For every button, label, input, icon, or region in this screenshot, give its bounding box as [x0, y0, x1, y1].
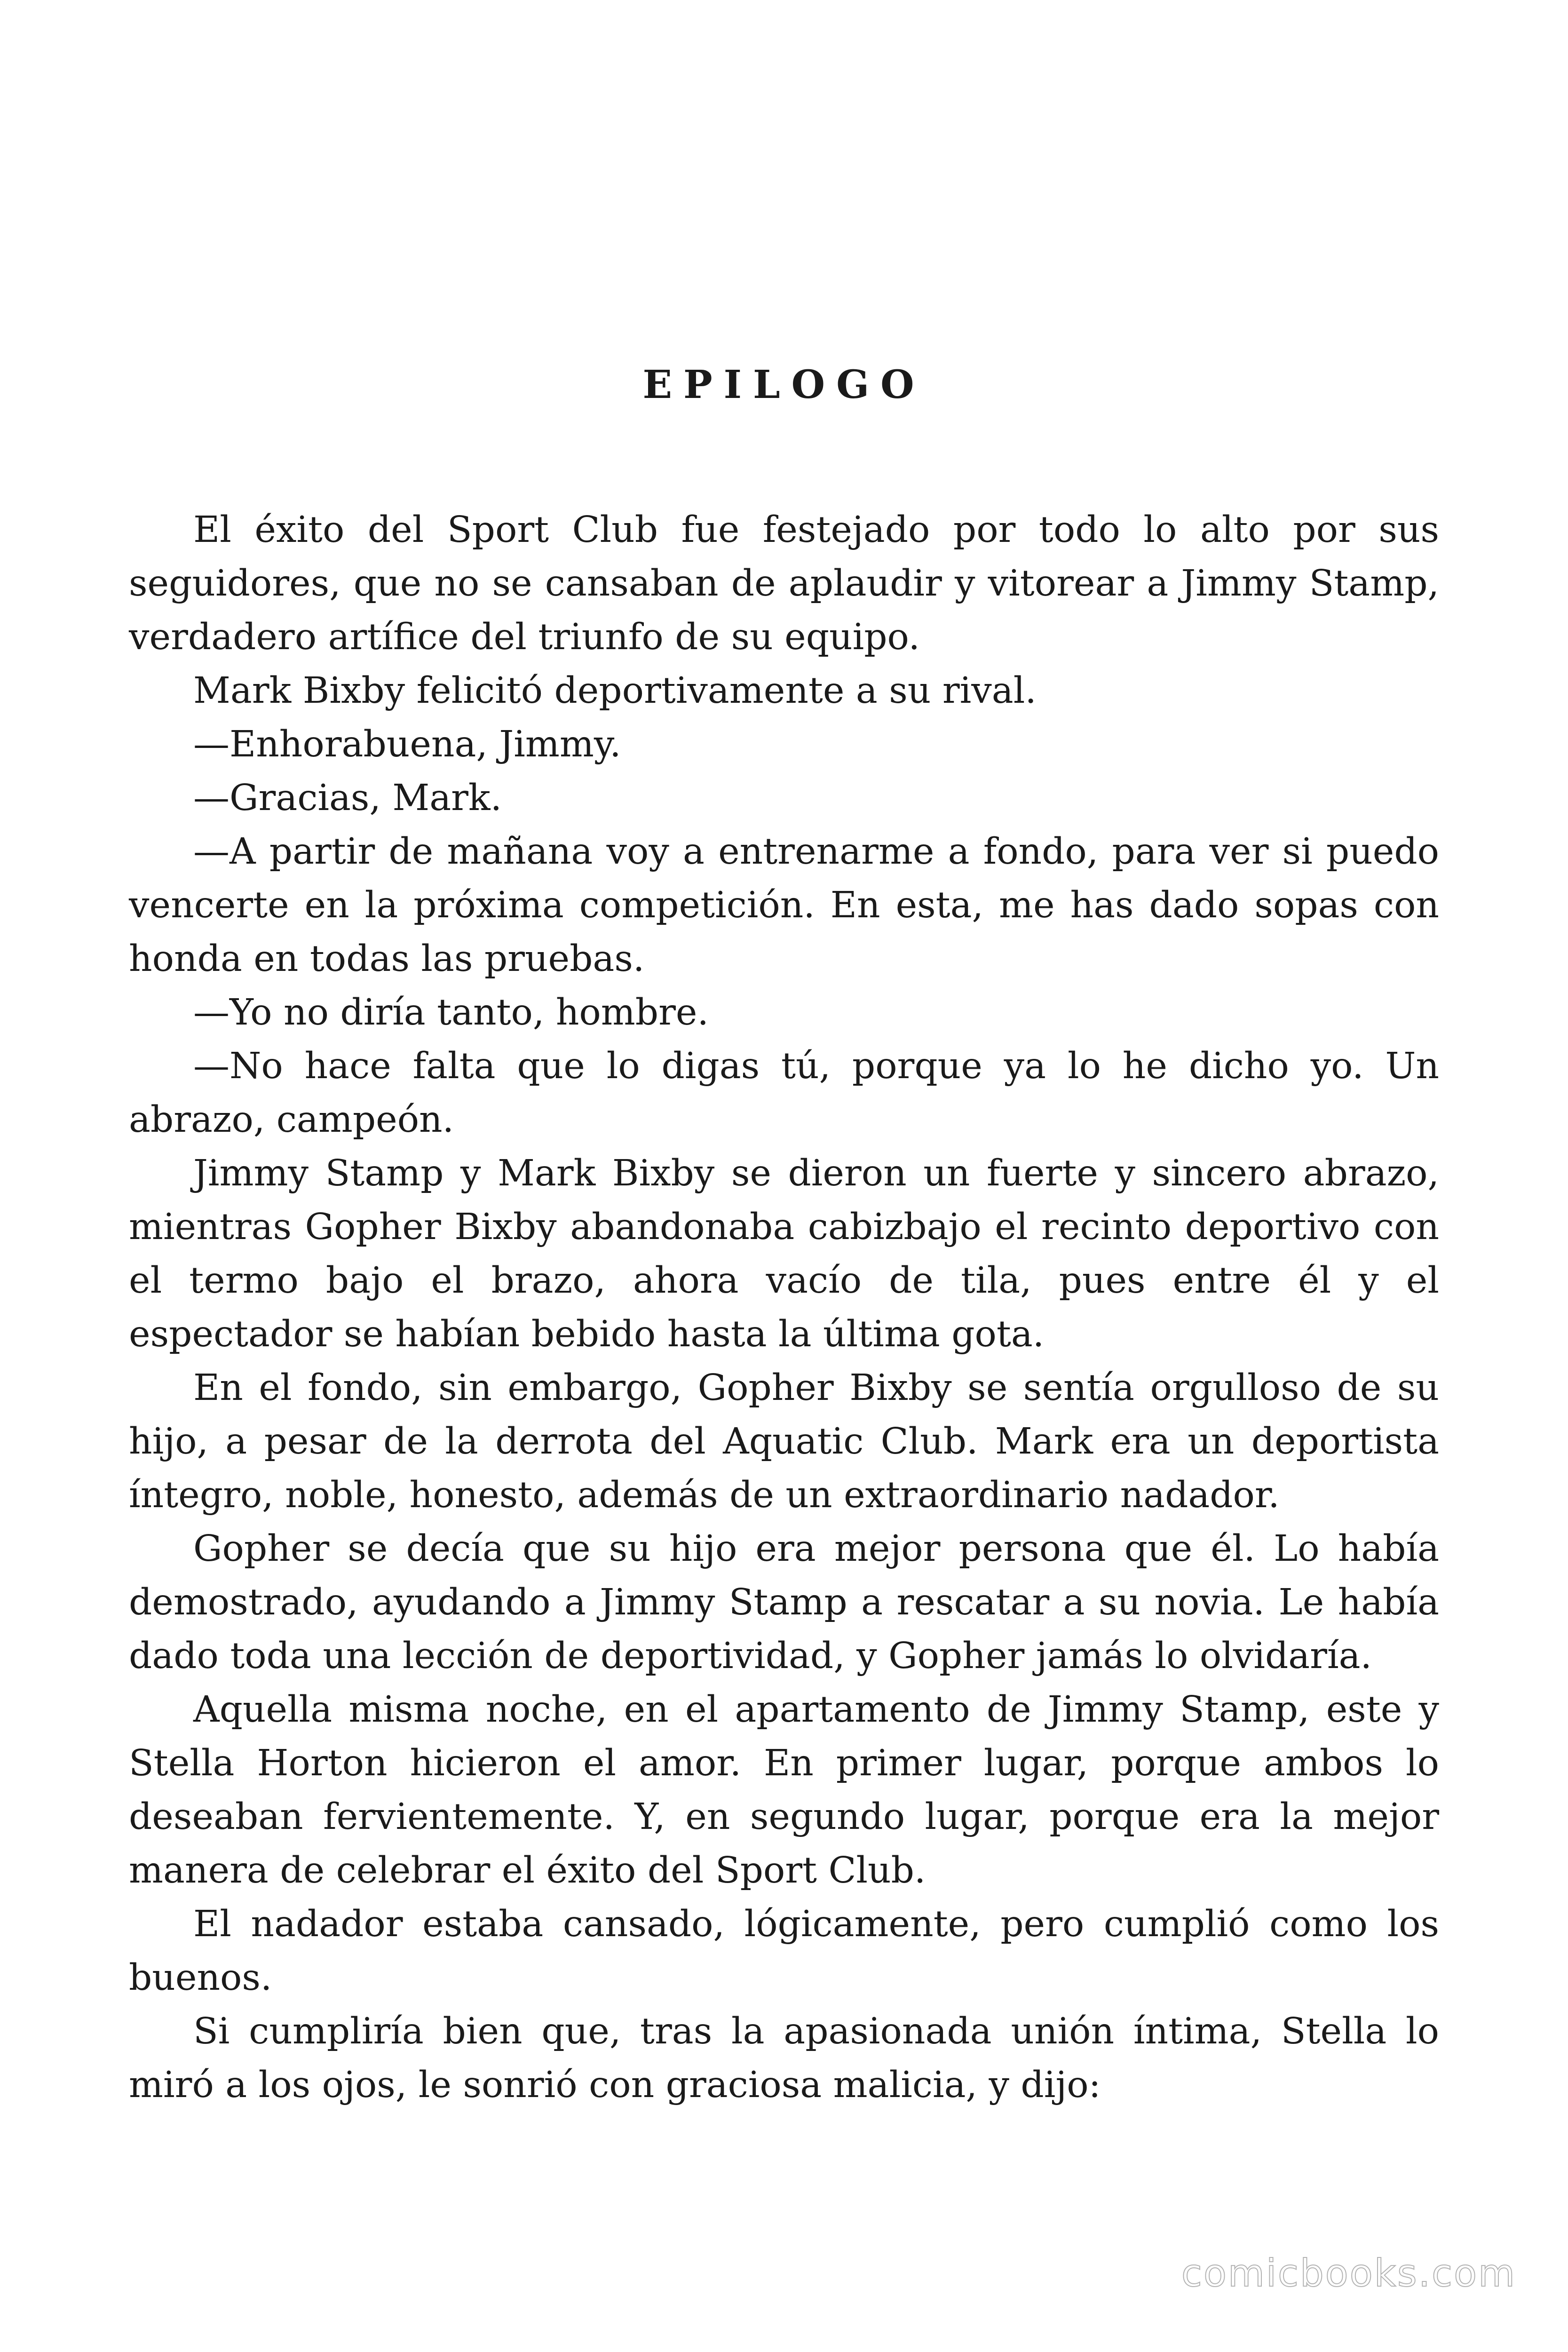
paragraph: —A partir de mañana voy a entrenarme a fondo, para ver si puedo vencerte en la próxima competición. En esta, me has dado sopas con honda en todas las pruebas.	[129, 831, 1439, 980]
body-text	[129, 503, 1439, 2112]
paragraph: Mark Bixby felicitó deportivamente a su rival.	[193, 670, 1037, 712]
paragraph: —No hace falta que lo digas tú, porque ya lo he dicho yo. Un abrazo, campeón.	[129, 1045, 1439, 1141]
chapter-title: EPILOGO	[642, 362, 926, 407]
paragraph: —Enhorabuena, Jimmy.	[193, 723, 621, 765]
paragraph: Aquella misma noche, en el apartamento de Jimmy Stamp, este y Stella Horton hicieron el amor. En primer lugar, porque ambos lo deseaban fervientemente. Y, en segundo lugar, porque era la mejor manera de celebrar el éxito del Sport Club.	[129, 1689, 1439, 1891]
paragraph: El nadador estaba cansado, lógicamente, pero cumplió como los buenos.	[129, 1903, 1439, 1999]
paragraph: Gopher se decía que su hijo era mejor persona que él. Lo había demostrado, ayudando a Jimmy Stamp a rescatar a su novia. Le había dado toda una lección de deportividad, y Gopher jamás lo olvidaría.	[129, 1528, 1439, 1677]
paragraph: —Yo no diría tanto, hombre.	[193, 992, 709, 1033]
paragraph: En el fondo, sin embargo, Gopher Bixby se sentía orgulloso de su hijo, a pesar de la derrota del Aquatic Club. Mark era un deportista íntegro, noble, honesto, además de un extraordinario nadador.	[129, 1367, 1439, 1516]
paragraph: El éxito del Sport Club fue festejado por todo lo alto por sus seguidores, que no se cansaban de aplaudir y vitorear a Jimmy Stamp, verdadero artífice del triunfo de su equipo.	[129, 509, 1439, 658]
paragraph: Jimmy Stamp y Mark Bixby se dieron un fuerte y sincero abrazo, mientras Gopher Bixby abandonaba cabizbajo el recinto deportivo con el termo bajo el brazo, ahora vacío de tila, pues entre él y el espectador se habían bebido hasta la última gota.	[129, 1152, 1439, 1355]
paragraph: —Gracias, Mark.	[193, 777, 502, 819]
paragraph: Si cumpliría bien que, tras la apasionada unión íntima, Stella lo miró a los ojos, le sonrió con graciosa malicia, y dijo:	[129, 2010, 1439, 2106]
watermark: comicbooks.com	[1181, 2251, 1516, 2295]
